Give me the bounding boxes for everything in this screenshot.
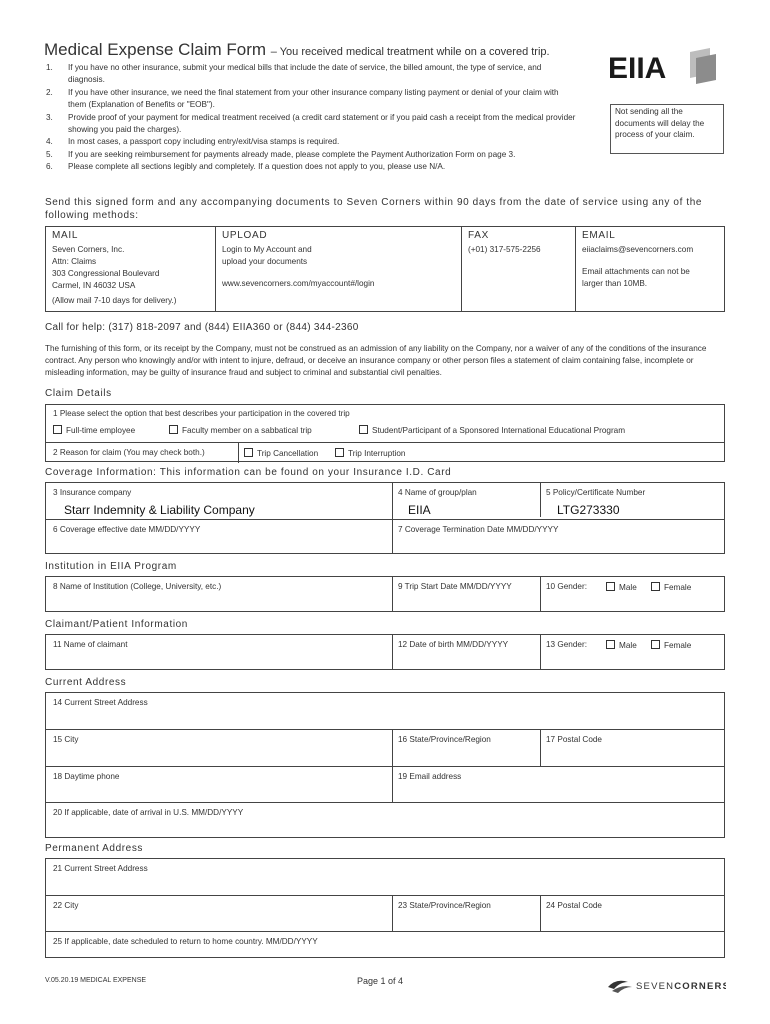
- permanent-street-field[interactable]: 21 Current Street Address: [53, 864, 148, 873]
- institution-box: [45, 576, 725, 612]
- date-of-birth-field[interactable]: 12 Date of birth MM/DD/YYYY: [398, 640, 509, 649]
- send-instructions: Send this signed form and any accompanying documents to Seven Corners within 90 days from the date of service using any of the following methods:: [45, 197, 703, 221]
- delay-note: Not sending all the documents will delay the process of your claim.: [610, 104, 724, 154]
- upload-link[interactable]: www.sevencorners.com/myaccount#/login: [222, 279, 375, 288]
- mail-line: Seven Corners, Inc.: [52, 245, 125, 254]
- mail-line: Attn: Claims: [52, 257, 97, 266]
- mail-line: Carmel, IN 46032 USA: [52, 281, 136, 290]
- eiia-logo-text: EIIA: [608, 52, 667, 84]
- state-field[interactable]: 16 State/Province/Region: [398, 735, 491, 744]
- permanent-address-box: [45, 858, 725, 958]
- q2-label: 2 Reason for claim (You may check both.): [53, 448, 205, 457]
- upload-heading: UPLOAD: [222, 230, 268, 241]
- fax-heading: FAX: [468, 230, 489, 241]
- upload-line: Login to My Account and: [222, 245, 312, 254]
- upload-line: upload your documents: [222, 257, 308, 266]
- brand-corners: CORNERS: [674, 981, 726, 992]
- version-label: V.05.20.19 MEDICAL EXPENSE: [45, 977, 147, 984]
- checkbox[interactable]: [359, 425, 368, 434]
- instruction-item: 2. If you have other insurance, we need the final statement from your other insurance company listing payment or denial of your claim with them (Explanation of Benefits or "EOB").: [46, 87, 559, 110]
- form-title-subtitle: – You received medical treatment while on a covered trip.: [270, 46, 550, 58]
- arrival-date-field[interactable]: 20 If applicable, date of arrival in U.S. MM/DD/YYYY: [53, 808, 244, 817]
- permanent-state-field[interactable]: 23 State/Province/Region: [398, 901, 491, 910]
- permanent-city-row: [46, 895, 724, 931]
- coverage-box: [45, 482, 725, 554]
- policy-number-field[interactable]: LTG273330: [557, 503, 620, 517]
- termination-date-field[interactable]: 7 Coverage Termination Date MM/DD/YYYY: [398, 525, 559, 534]
- effective-date-field[interactable]: 6 Coverage effective date MM/DD/YYYY: [53, 525, 201, 534]
- instruction-item: 6. Please complete all sections legibly and completely. If a question does not apply to you, please use N/A.: [46, 162, 446, 172]
- upload-column: [216, 227, 462, 311]
- email-line: Email attachments can not be: [582, 267, 690, 276]
- arrival-row: [46, 802, 724, 839]
- instruction-item: 3. Provide proof of your payment for medical treatment received (a credit card statement or if you paid cash a receipt from the medical provider showing you paid the charges).: [46, 112, 576, 135]
- email-line: larger than 10MB.: [582, 279, 648, 288]
- page-number: Page 1 of 4: [357, 976, 404, 986]
- form-title-main: Medical Expense Claim Form: [44, 40, 267, 59]
- insurance-company-field[interactable]: Starr Indemnity & Liability Company: [64, 503, 255, 517]
- svg-text:SEVENCORNERS: [636, 981, 726, 992]
- instruction-item: 1. If you have no other insurance, submit your medical bills that include the date of service, the billed amount, the type of service, and diagnosis.: [46, 63, 542, 85]
- return-row: [46, 931, 724, 959]
- email-address[interactable]: eiiaclaims@sevencorners.com: [582, 245, 694, 254]
- seven-corners-logo: [606, 976, 726, 999]
- fraud-notice: The furnishing of this form, or its receipt by the Company, must not be construed as an admission of any liability on the Company, nor a waiver of any of the conditions of the insurance contract. Any person who knowingly and/or with intent to injure, defraud, or deceive an insurance company or other person files a statement of claim containing false, incomplete or misleading information, may be guilty of insurance fraud and subject to criminal and substantial civil penalties.: [45, 344, 707, 377]
- institution-name-field[interactable]: 8 Name of Institution (College, University, etc.): [53, 582, 222, 591]
- return-date-field[interactable]: 25 If applicable, date scheduled to return to home country. MM/DD/YYYY: [53, 937, 318, 946]
- checkbox[interactable]: [335, 448, 344, 457]
- instruction-item: 4. In most cases, a passport copy including entry/exit/visa stamps is required.: [46, 137, 340, 147]
- checkbox[interactable]: [606, 640, 615, 649]
- permanent-address-heading: Permanent Address: [45, 843, 144, 854]
- gender-female-option[interactable]: Female: [651, 640, 691, 650]
- instruction-item: 5. If you are seeking reimbursement for payments already made, please complete the Payment Authorization Form on page 3.: [46, 149, 516, 159]
- daytime-phone-field[interactable]: 18 Daytime phone: [53, 772, 120, 781]
- institution-heading: Institution in EIIA Program: [45, 561, 177, 572]
- gender-male-option[interactable]: Male: [606, 640, 637, 650]
- current-address-heading: Current Address: [45, 677, 127, 688]
- group-plan-label: 4 Name of group/plan: [398, 488, 477, 497]
- form-title: [44, 40, 550, 60]
- postal-code-field[interactable]: 17 Postal Code: [546, 735, 602, 744]
- option-student-participant[interactable]: Student/Participant of a Sponsored International Educational Program: [359, 425, 625, 435]
- instructions-list: [46, 62, 576, 174]
- checkbox[interactable]: [651, 582, 660, 591]
- checkbox[interactable]: [53, 425, 62, 434]
- current-address-box: [45, 692, 725, 838]
- policy-number-label: 5 Policy/Certificate Number: [546, 488, 646, 497]
- fax-number: (+01) 317-575-2256: [468, 245, 541, 254]
- fax-column: [462, 227, 576, 311]
- help-line: Call for help: (317) 818-2097 and (844) EIIA360 or (844) 344-2360: [45, 322, 359, 333]
- trip-start-date-field[interactable]: 9 Trip Start Date MM/DD/YYYY: [398, 582, 512, 591]
- brand-seven: SEVEN: [636, 981, 675, 992]
- city-field[interactable]: 15 City: [53, 735, 79, 744]
- group-plan-field[interactable]: EIIA: [408, 503, 431, 517]
- checkbox[interactable]: [244, 448, 253, 457]
- checkbox[interactable]: [606, 582, 615, 591]
- checkbox[interactable]: [651, 640, 660, 649]
- coverage-heading: Coverage Information: This information can be found on your Insurance I.D. Card: [45, 467, 452, 478]
- insurance-company-label: 3 Insurance company: [53, 488, 132, 497]
- q1-label: 1 Please select the option that best describes your participation in the covered trip: [53, 409, 350, 418]
- option-faculty-sabbatical[interactable]: Faculty member on a sabbatical trip: [169, 425, 312, 435]
- permanent-city-field[interactable]: 22 City: [53, 901, 79, 910]
- claimant-name-field[interactable]: 11 Name of claimant: [53, 640, 128, 649]
- gender-label: 13 Gender:: [546, 640, 587, 649]
- eiia-logo: [606, 48, 718, 89]
- city-row: [46, 729, 724, 766]
- contact-row: [46, 766, 724, 802]
- email-field[interactable]: 19 Email address: [398, 772, 462, 781]
- coverage-dates-row: [46, 519, 724, 555]
- gender-label: 10 Gender:: [546, 582, 587, 591]
- email-column: [576, 227, 724, 311]
- q2-row: [46, 442, 724, 463]
- mail-line: (Allow mail 7-10 days for delivery.): [52, 296, 177, 305]
- claimant-heading: Claimant/Patient Information: [45, 619, 188, 630]
- claimant-box: [45, 634, 725, 670]
- gender-male-option[interactable]: Male: [606, 582, 637, 592]
- checkbox[interactable]: [169, 425, 178, 434]
- option-trip-cancellation[interactable]: Trip Cancellation: [244, 448, 318, 458]
- claim-details-heading: Claim Details: [45, 388, 112, 399]
- email-heading: EMAIL: [582, 230, 616, 241]
- mail-column: [46, 227, 216, 311]
- methods-table: [45, 226, 725, 312]
- option-trip-interruption[interactable]: Trip Interruption: [335, 448, 406, 458]
- gender-female-option[interactable]: Female: [651, 582, 691, 592]
- current-street-field[interactable]: 14 Current Street Address: [53, 698, 148, 707]
- option-full-time-employee[interactable]: Full-time employee: [53, 425, 135, 435]
- claim-details-box: [45, 404, 725, 462]
- mail-line: 303 Congressional Boulevard: [52, 269, 160, 278]
- permanent-postal-code-field[interactable]: 24 Postal Code: [546, 901, 602, 910]
- mail-heading: MAIL: [52, 230, 79, 241]
